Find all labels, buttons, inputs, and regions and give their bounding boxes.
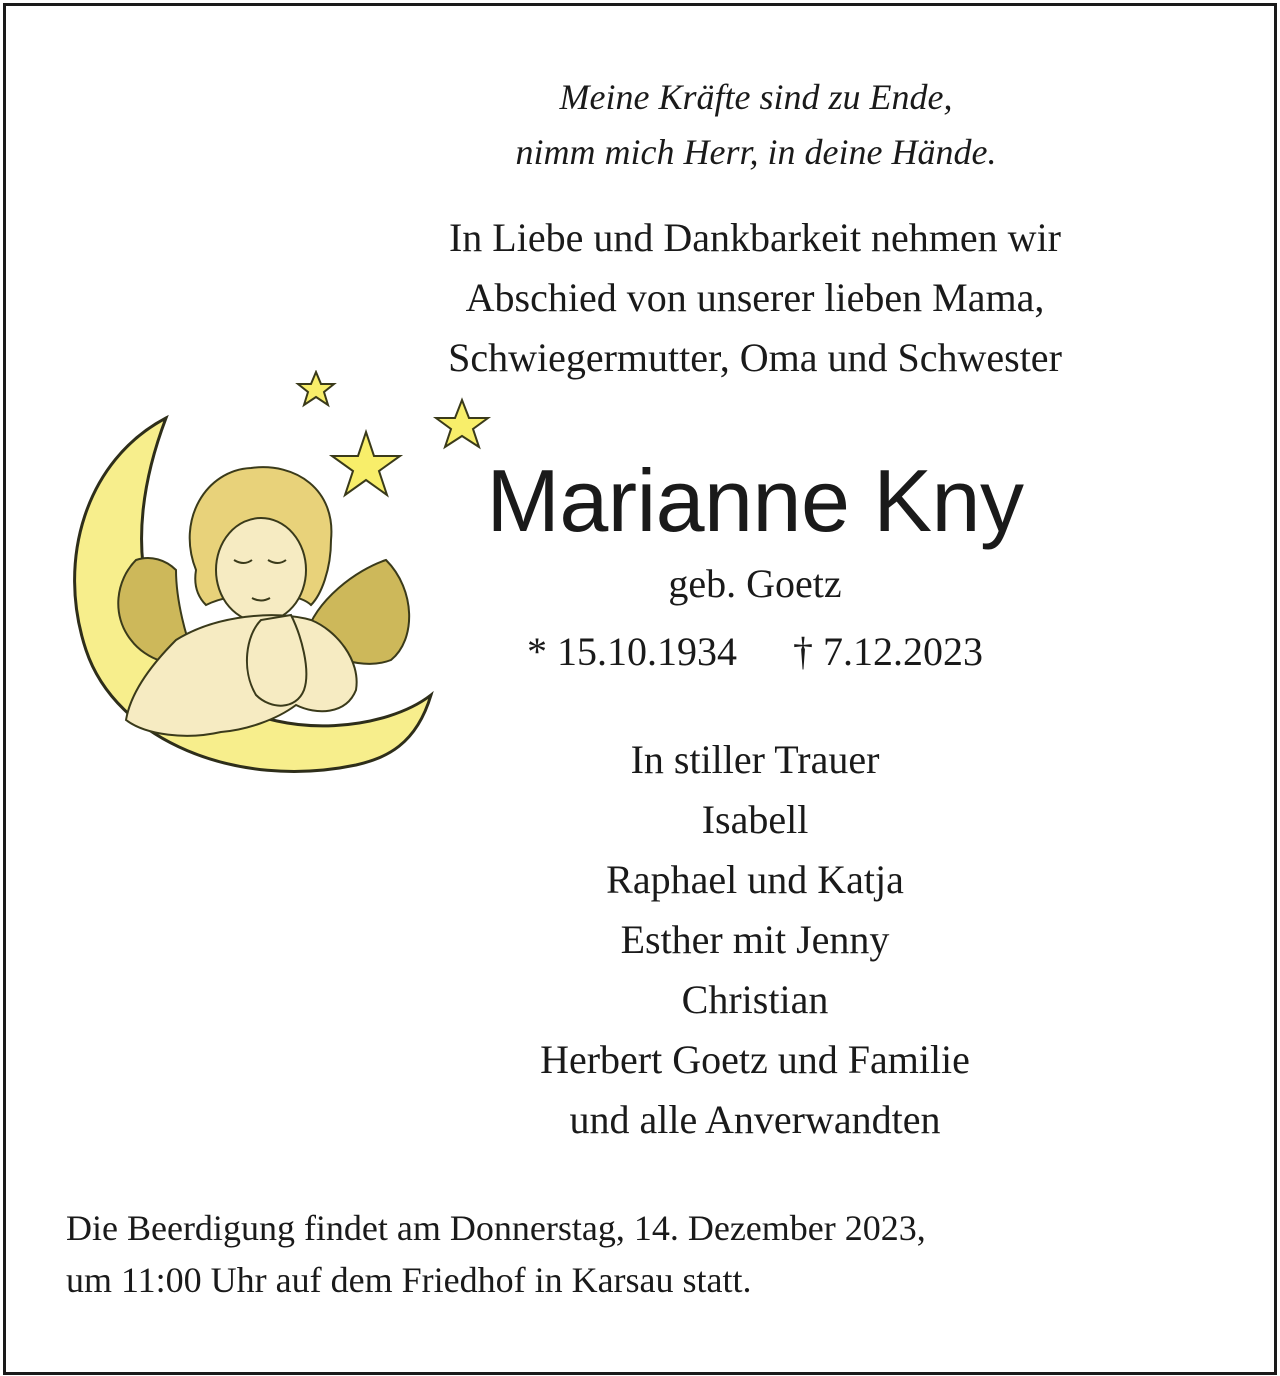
mourners-list — [380, 730, 1130, 1150]
intro-text — [300, 208, 1210, 388]
intro-line: Abschied von unserer lieben Mama, — [465, 275, 1045, 320]
birth-date: * 15.10.1934 — [527, 629, 737, 674]
life-dates — [380, 624, 1130, 680]
death-date: † 7.12.2023 — [793, 629, 983, 674]
verse-line: nimm mich Herr, in deine Hände. — [515, 132, 997, 172]
mourner-line: Isabell — [701, 797, 809, 842]
star-icon — [436, 400, 488, 447]
mourner-line: Esther mit Jenny — [620, 917, 890, 962]
mourner-line: und alle Anverwandten — [569, 1097, 941, 1142]
funeral-info — [66, 1202, 1216, 1306]
funeral-line: Die Beerdigung findet am Donnerstag, 14. Dezember 2023, — [66, 1208, 926, 1248]
funeral-line: um 11:00 Uhr auf dem Friedhof in Karsau statt. — [66, 1260, 752, 1300]
mourner-line: Christian — [681, 977, 829, 1022]
mourner-line: Raphael und Katja — [606, 857, 904, 902]
star-icon — [298, 372, 334, 405]
mourner-line: In stiller Trauer — [630, 737, 880, 782]
mourner-line: Herbert Goetz und Familie — [540, 1037, 970, 1082]
face-icon — [216, 518, 306, 622]
verse-line: Meine Kräfte sind zu Ende, — [559, 77, 953, 117]
intro-line: Schwiegermutter, Oma und Schwester — [448, 335, 1062, 380]
verse — [384, 70, 1128, 180]
hand-icon — [247, 615, 306, 706]
deceased-name: Marianne Kny — [486, 451, 1024, 550]
birth-name: geb. Goetz — [668, 561, 842, 606]
intro-line: In Liebe und Dankbarkeit nehmen wir — [448, 215, 1061, 260]
